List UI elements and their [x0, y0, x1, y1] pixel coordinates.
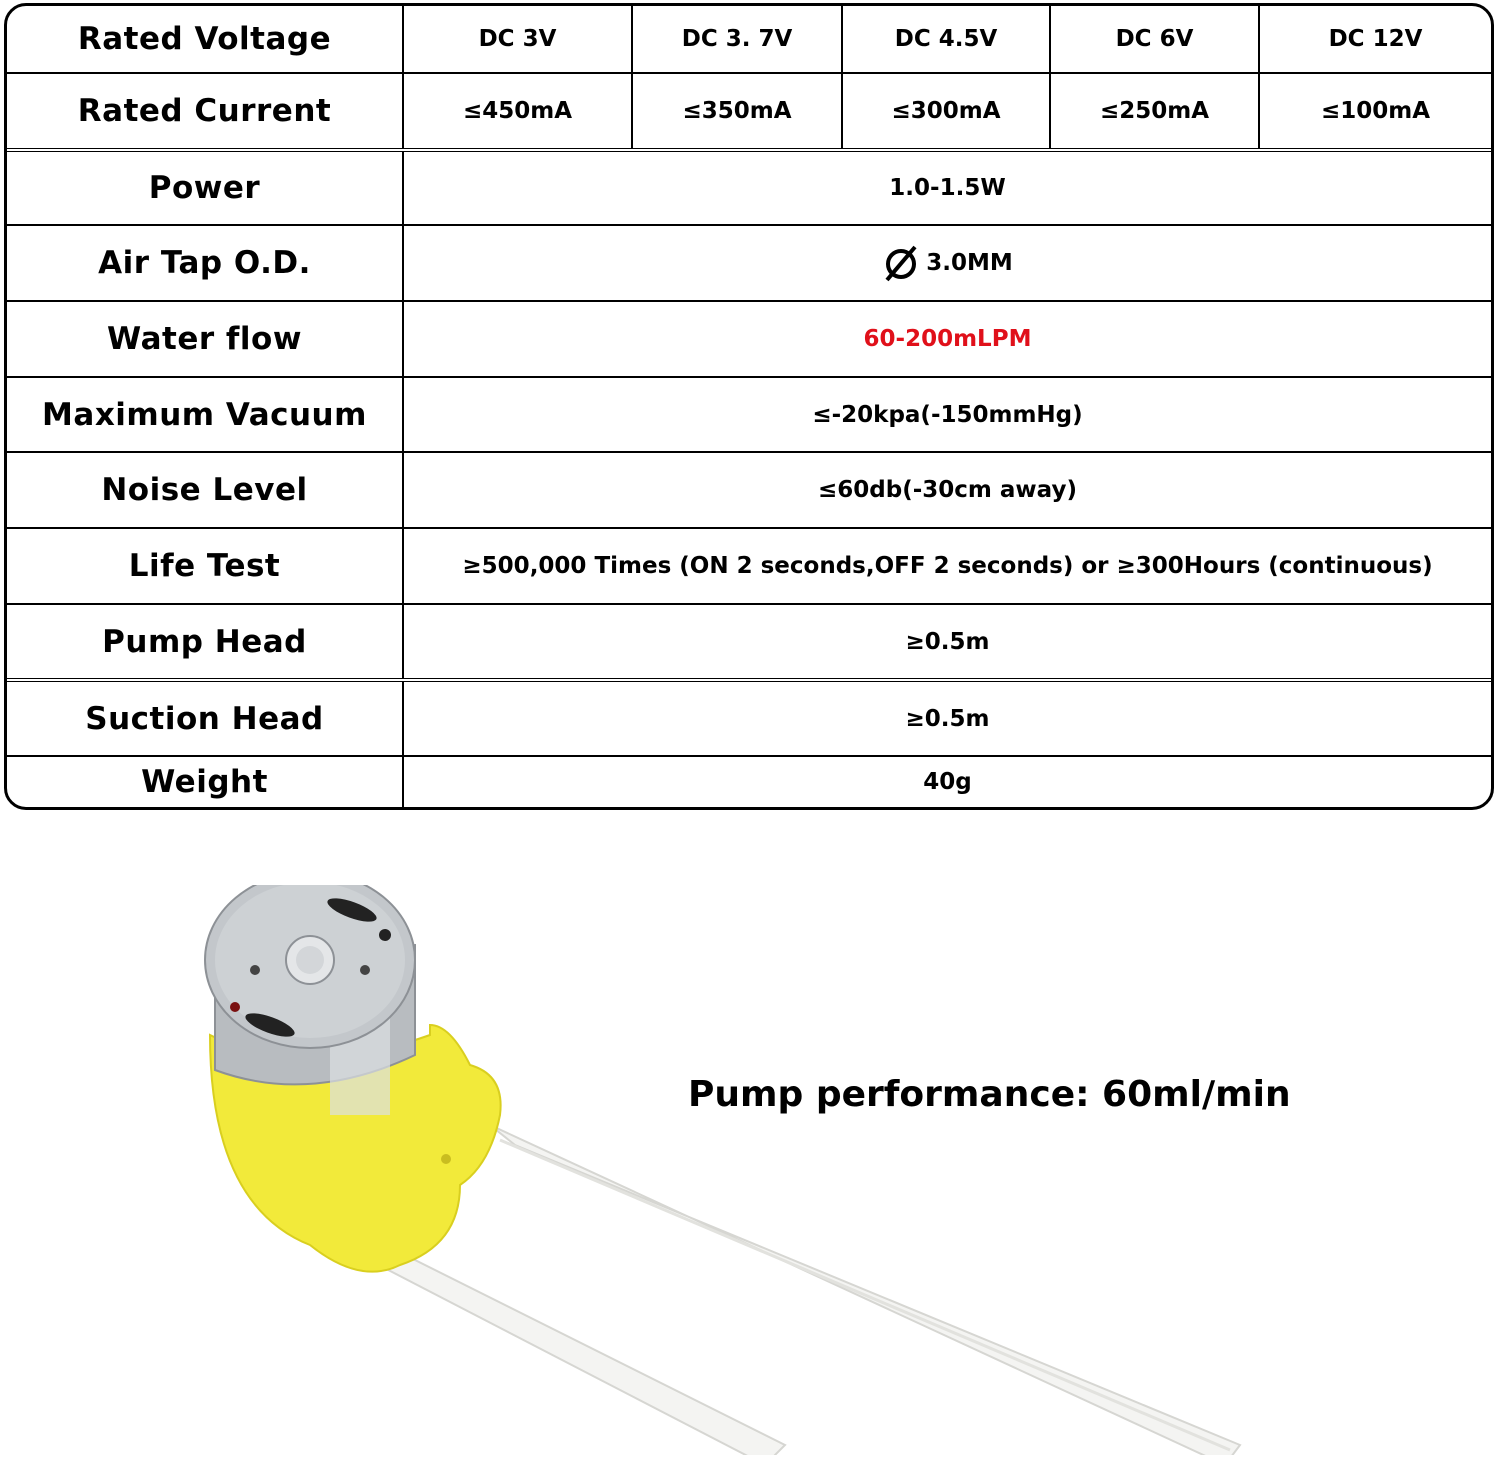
row-air-tap [7, 226, 1491, 302]
pump-head-label: Pump Head [7, 605, 404, 678]
voltage-cell: DC 4.5V [843, 6, 1051, 72]
voltage-cell: DC 12V [1328, 26, 1423, 52]
current-cell: ≤300mA [843, 74, 1051, 148]
pump-head-value: ≥0.5m [905, 628, 990, 655]
water-flow-label: Water flow [7, 302, 404, 376]
row-life-test [7, 529, 1491, 605]
current-cell: ≤450mA [404, 74, 633, 148]
row-water-flow [7, 302, 1491, 378]
voltage-cell: DC 6V [1051, 6, 1260, 72]
air-tap-label: Air Tap O.D. [7, 226, 404, 300]
suction-head-value: ≥0.5m [905, 705, 990, 732]
water-flow-value: 60-200mLPM [863, 326, 1032, 352]
row-rated-voltage [7, 6, 1491, 74]
noise-level-label: Noise Level [7, 453, 404, 527]
rated-voltage-label: Rated Voltage [7, 6, 404, 72]
row-suction-head [7, 682, 1491, 757]
weight-label: Weight [7, 757, 404, 807]
row-noise-level [7, 453, 1491, 529]
current-cell: ≤100mA [1320, 98, 1431, 124]
pump-illustration [200, 885, 1291, 1455]
row-max-vacuum [7, 378, 1491, 453]
life-test-value: ≥500,000 Times (ON 2 seconds,OFF 2 seconds) or ≥300Hours (continuous) [462, 553, 1433, 579]
diameter-icon [882, 243, 920, 283]
current-cell: ≤350mA [633, 74, 843, 148]
row-rated-current [7, 74, 1491, 152]
voltage-cell: DC 3V [404, 6, 633, 72]
max-vacuum-label: Maximum Vacuum [7, 378, 404, 451]
noise-level-value: ≤60db(-30cm away) [818, 477, 1077, 503]
current-cell: ≤250mA [1051, 74, 1260, 148]
suction-head-label: Suction Head [7, 682, 404, 755]
spec-table [4, 3, 1494, 810]
voltage-cell: DC 3. 7V [633, 6, 843, 72]
outlet-tube [490, 1125, 1240, 1455]
row-weight [7, 757, 1491, 807]
max-vacuum-value: ≤-20kpa(-150mmHg) [812, 401, 1083, 428]
weight-value: 40g [923, 769, 972, 795]
row-power [7, 152, 1491, 226]
air-tap-value: 3.0MM [926, 250, 1013, 276]
pump-performance-caption: Pump performance: 60ml/min [688, 1074, 1291, 1115]
row-pump-head [7, 605, 1491, 682]
rated-current-label: Rated Current [7, 74, 404, 148]
life-test-label: Life Test [7, 529, 404, 603]
power-value: 1.0-1.5W [889, 175, 1006, 201]
power-label: Power [7, 152, 404, 224]
air-tap-value-cell [404, 226, 1491, 300]
